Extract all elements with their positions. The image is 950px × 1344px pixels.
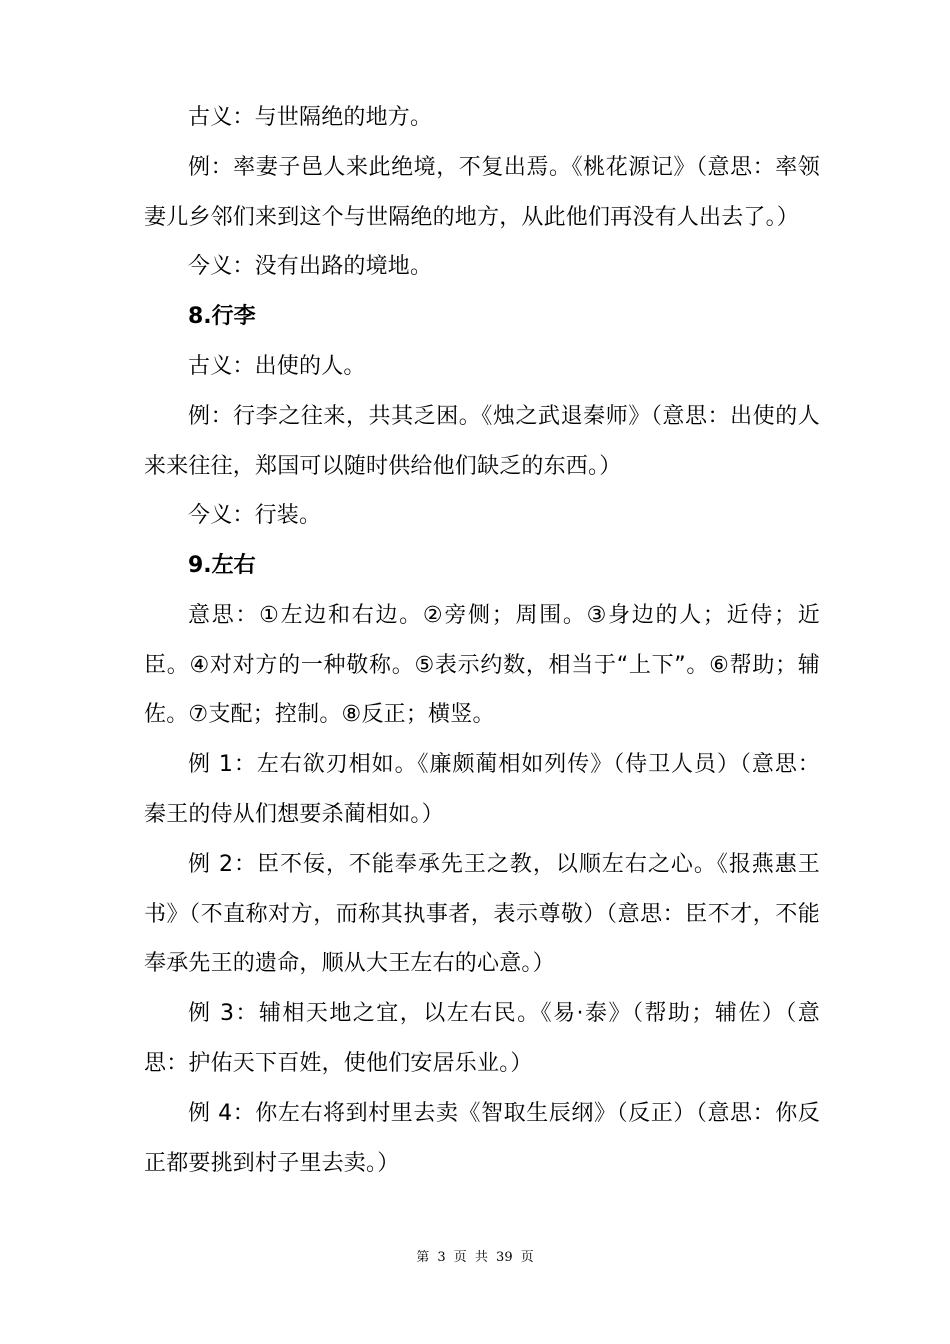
section-heading-9: 9.左右 [188, 553, 256, 578]
paragraph-example-1: 例：率妻子邑人来此绝境，不复出焉。《桃花源记》（意思：率领妻儿乡邻们来到这个与世隔绝的地方，从此他们再没有人出去了。） [144, 155, 820, 230]
paragraph-example-4: 例 2：臣不佞，不能奉承先王之教，以顺左右之心。《报燕惠王书》（不直称对方，而称其执事者，表示尊敬）（意思：臣不才，不能奉承先王的遗命，顺从大王左右的心意。） [144, 852, 820, 977]
paragraph-modern-meaning-2: 今义：行装。 [188, 503, 322, 528]
paragraph-example-2: 例：行李之往来，共其乏困。《烛之武退秦师》（意思：出使的人来来往往，郑国可以随时供给他们缺乏的东西。） [144, 404, 820, 479]
paragraph-example-6: 例 4：你左右将到村里去卖《智取生辰纲》（反正）（意思：你反正都要挑到村子里去卖。） [144, 1101, 820, 1176]
paragraph-ancient-meaning-1: 古义：与世隔绝的地方。 [188, 105, 433, 130]
paragraph-modern-meaning-1: 今义：没有出路的境地。 [188, 254, 433, 279]
page-number-footer: 第 3 页 共 39 页 [416, 1250, 534, 1265]
paragraph-example-3: 例 1：左右欲刃相如。《廉颇蔺相如列传》（侍卫人员）（意思：秦王的侍从们想要杀蔺相如。） [144, 752, 820, 827]
paragraph-meanings-list: 意思：①左边和右边。②旁侧；周围。③身边的人；近侍；近臣。④对对方的一种敬称。⑤表示约数，相当于“上下”。⑥帮助；辅佐。⑦支配；控制。⑧反正；横竖。 [144, 603, 820, 728]
paragraph-example-5: 例 3：辅相天地之宜，以左右民。《易·泰》（帮助；辅佐）（意思：护佑天下百姓，使他们安居乐业。） [144, 1001, 820, 1076]
section-heading-8: 8.行李 [188, 304, 256, 329]
paragraph-ancient-meaning-2: 古义：出使的人。 [188, 354, 366, 379]
